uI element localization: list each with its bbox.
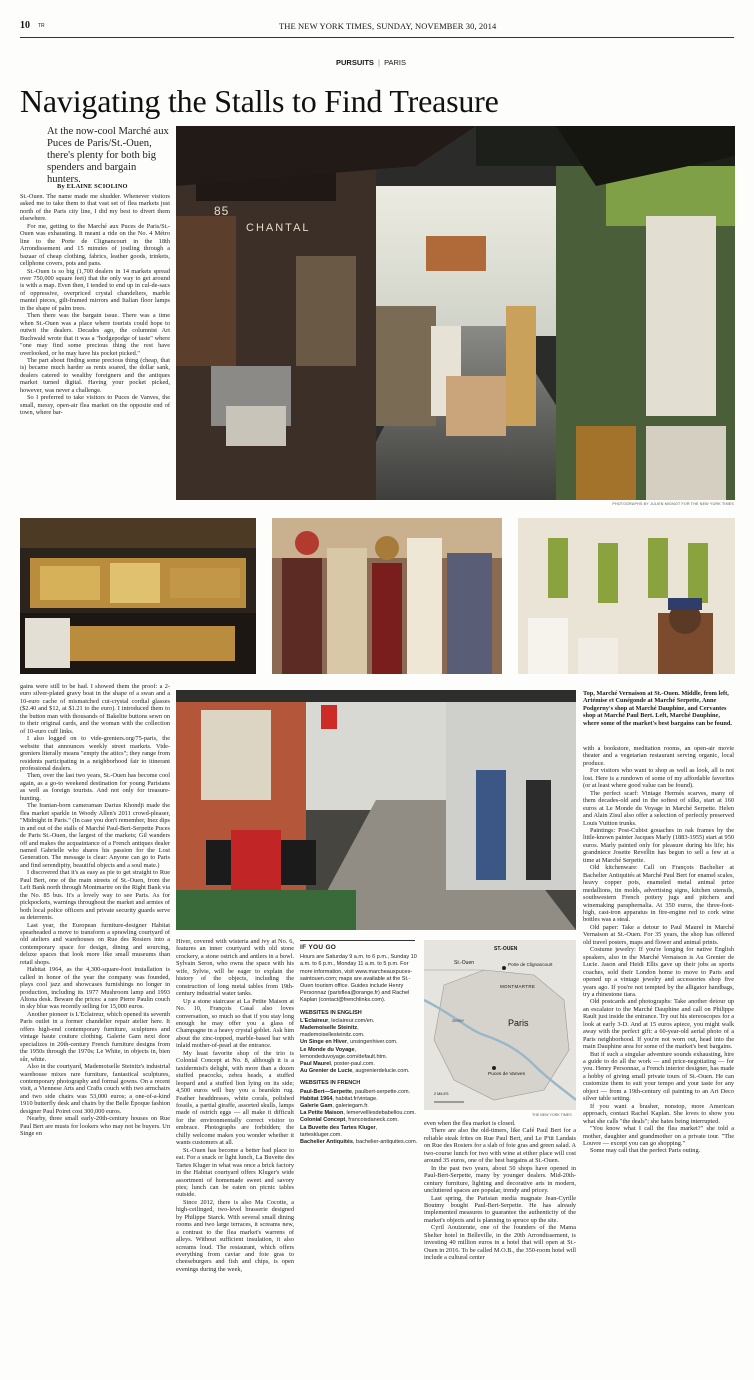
map-label-montmartre: MONTMARTRE xyxy=(500,984,536,989)
paragraph: Habitat 1964, as the 4,300-square-foot installation is called in honor of the year the company was founded, plays cool jazz and showcases furnishings no longer in production, including its 1977 Mushroom lamp and 1993 Altona desk. Beware the prices: a rare Pierre Paulin couch in sky blue was recently selling for 15,000 euros. xyxy=(20,966,170,1011)
map-label-clignancourt: Porte de Clignancourt xyxy=(508,962,553,967)
paragraph: Old paper: Take a detour to Paul Maurel in Marché Vernaison at St.-Ouen. For 35 years, the shop has offered old travel posters, maps and flower and animal prints. xyxy=(583,923,734,946)
section-location: PARIS xyxy=(384,58,407,67)
paragraph: In the past two years, about 50 shops have opened in Paul-Bert-Serpette, many by younger dealers. Mid-20th-century furniture, lighting and decorative arts in modern, uncluttered spaces are popular, trendy and pricey. xyxy=(424,1164,576,1195)
deck: At the now-cool Marché aux Puces de Paris/St.-Ouen, there's plenty for both big spenders and bargain hunters. xyxy=(47,126,169,185)
paragraph: Last spring, the Parisian media magnate Jean-Cyrille Boutmy bought Paul-Bert-Serpette. He has already implemented measures to guarantee the authenticity of the market's objects and is planning to spruce up the site. xyxy=(424,1194,576,1224)
sidebar-english-item: Mademoiselle Steinitz, mademoisellesteinitz.com. xyxy=(300,1025,365,1039)
article-column-3 xyxy=(424,1120,576,1376)
photo-anne-podgerny-shop xyxy=(272,518,502,674)
photo-marche-dauphine xyxy=(176,690,576,930)
site-name: Mademoiselle Steinitz xyxy=(300,1025,358,1032)
paragraph: I also logged on to vide-greniers.org/75-paris, the website that announces weekly street markets. Vide-greniers literally means "empty the attics"; they range from residents participating in a neighborhood fair to itinerant professional dealers. xyxy=(20,735,170,772)
paris-map-illustration xyxy=(424,940,576,1110)
sidebar-french-item: Galerie Gam, galeriegam.fr. xyxy=(300,1103,369,1110)
dateline: THE NEW YORK TIMES, SUNDAY, NOVEMBER 30, 2014 xyxy=(279,21,497,31)
shop-name-sign: CHANTAL xyxy=(246,222,311,234)
sidebar-french-item: Paul-Bert—Serpette, paulbert-serpette.com. xyxy=(300,1088,411,1095)
paragraph: Then, over the last two years, St.-Ouen has become cool again, as a go-to weekend destination for young Parisians as well as foreign tourists. And not only for treasure-hunting. xyxy=(20,772,170,802)
sidebar-english-item: Un Singe en Hiver, unsingenhiver.com. xyxy=(300,1039,398,1046)
paragraph: Old postcards and photographs: Take another detour up an escalator to the Marché Dauphine and call on Philippe Rault just inside the entrance. Try out his stereoscopes for a look at early 3-D. And at 15 euros apiece, you might walk away with the perfect gift: a 60-year-old aerial photo of a Paris neighborhood. If you're not worn out, head into the main Dauphine area for some of the market's best bargains. xyxy=(583,998,734,1051)
paragraph: For visitors who want to shop as well as look, all is not lost. Here is a rundown of some of my affordable favorites (or at least where good value can be found). xyxy=(583,767,734,790)
paragraph: My least favorite shop of the trio is Colonial Concept at No. 8, although it is a taxidermist's delight, with more than a dozen stuffed peacocks, zebra heads, a stuffed leopard and a stuffed lion lying on its side; 4,500 euros will buy you a bearskin rug. Feather headdresses, white corals, polished fossils, a partial giraffe, assorted skulls, lamps made of ostrich eggs — all make it difficult for the environmentally correct visitor to embrace. Photographs are forbidden; the chilly welcome makes you wonder whether it wants customers at all. xyxy=(176,1049,294,1147)
site-url[interactable]: tarteskluger.com. xyxy=(300,1131,342,1138)
site-url[interactable]: bachelier-antiquites.com. xyxy=(356,1139,418,1146)
sidebar-french-item: La Buvette des Tartes Kluger, tarteskluger.com. xyxy=(300,1124,378,1138)
photo-credit: PHOTOGRAPHS BY JULIEN MIGNOT FOR THE NEW YORK TIMES xyxy=(612,502,734,506)
paragraph: Costume jewelry: If you're longing for native English speakers, also in the Marché Vernaison is Au Grenier de Lucie. Jason and Heidi Ellis gave up their jobs as sports coaches, sold their London home to move to Paris and opened up a vintage jewelry and accessories shop five years ago. If you're not tempted by the alligator handbags, try a rhinestone tiara. xyxy=(583,946,734,998)
headline: Navigating the Stalls to Find Treasure xyxy=(20,83,499,119)
article-column-4 xyxy=(583,745,734,1376)
paragraph: Old kitchenware: Call on François Bachelier at Bachelier Antiquités at Marché Paul Bert for enamel scales, heavy copper pots, enameled metal animal prize medallions, tin molds, advertising signs, kitchen utensils, southwestern French pottery jugs and pitchers and winemaking paraphernalia. At 350 euros, the three-foot-high, cast-iron apparatus in fire-engine red to cork wine bottles was a steal. xyxy=(583,864,734,924)
paragraph: Another pioneer is L'Eclaireur, which opened its seventh Paris outlet in a former chandelier repair atelier here. It offers high-end contemporary furniture, sculptures and vintage haute couture clothing. Galerie Gam next door specializes in 20th-century French furniture designs from the 1950s through the 1970s; Le White, in objects in, bien sûr, white. xyxy=(20,1010,170,1063)
paragraph: Hiver, covered with wisteria and ivy at No. 6, features an inner courtyard with old stone crockery, a stone ostrich and antlers in a bowl. Sylvain Seron, who owns the space with his wife, Sylvie, will be eager to explain the history of the objects, including the construction of long metal tables from 19th-century industrial water tanks. xyxy=(176,938,294,998)
site-name: Galerie Gam xyxy=(300,1103,333,1110)
photo-caption: Top, Marché Vernaison at St.-Ouen. Middle, from left, Artémise et Cunégonde at Marché Serpette, Anne Podgerny's shop at Marché Dauphine, and Cervantes shop at Marché Paul Bert. Left, Marché Dauphine, where some of the market's best bargains can be found. xyxy=(583,690,732,727)
edition-code: TR xyxy=(38,23,45,29)
paragraph: gains were still to be had. I showed them the proof: a 2-euro silver-plated gravy boat in the shape of a swan and a 10-euro cache of mismatched cut-crystal cordial glasses ($2.40 and $12, at $1.21 to the euro). I introduced them to the button man with thousands of Bakelite buttons sewn on to their original cards, and the woman with the collection of 10-euro cuff links. xyxy=(20,683,170,735)
paragraph: If you want a brasher, nonstop, more American approach, contact Rachel Kaplan. She loves to show you what she calls "the deals"; she hates being interrupted. xyxy=(583,1102,734,1125)
paragraph: Paintings: Post-Cubist gouaches in oak frames by the little-known painter Jacques Marly (1883-1955) start at 950 euros. Marly painted only for pleasure during his life; his grandniece Josette Revellin has begun to sell a few at a time at Marché Serpette. xyxy=(583,826,734,864)
site-url[interactable]: habitat.fr/vintage. xyxy=(335,1095,378,1102)
paragraph: There are also the old-timers, like Café Paul Bert for a reliable steak frites on Rue Paul Bert, and Le P'tit Landais on Rue des Rosiers for a slab of foie gras and green salad. A two-course lunch for two with wine at either place will cost around 35 euros, one of the best bargains at St.-Ouen. xyxy=(424,1127,576,1165)
sidebar-rule xyxy=(300,940,415,941)
site-url[interactable]: leclaireur.com/en. xyxy=(331,1017,375,1024)
sidebar-french-heading: WEBSITES IN FRENCH xyxy=(300,1080,361,1087)
jewelry-display-illustration xyxy=(20,518,256,674)
map-credit: THE NEW YORK TIMES xyxy=(532,1113,572,1117)
section-name: PURSUITS xyxy=(336,58,374,67)
site-url[interactable]: galeriegam.fr. xyxy=(335,1103,369,1110)
site-name: L'Eclaireur xyxy=(300,1017,329,1024)
site-name: Habitat 1964 xyxy=(300,1095,333,1102)
site-url[interactable]: lemondeduvoyage.com/default.htm. xyxy=(300,1053,388,1060)
article-column-1 xyxy=(20,193,170,505)
paragraph: Also in the courtyard, Mademoiselle Steinitz's industrial warehouse mixes rare furniture, fantastical sculptures, contemporary photography and formal gowns. On a recent visit, a Viennese Arts and Crafts couch with two armchairs and two side chairs was 53,000 euros; a one-of-a-kind 1910 butterfly desk and chairs by the Belle Époque fashion designer Paul Poiret cost 300,000 euros. xyxy=(20,1063,170,1115)
site-url[interactable]: poster-paul.com. xyxy=(333,1061,375,1068)
paragraph: So I preferred to take visitors to Puces de Vanves, the small, messy, open-air flea market on the opposite end of town, where bar- xyxy=(20,394,170,417)
paragraph: The perfect scarf: Vintage Hermès scarves, many of them decades-old and in the softest of silks, start at 160 euros at Le Monde du Voyage in Marché Serpette. Helen and Alain Zisul also offer a selection of perfectly preserved Louis Vuitton trunks. xyxy=(583,789,734,827)
paragraph: Up a stone staircase at La Petite Maison at No. 10, François Casal also loves conversation, so much so that if you stay long enough he may offer you a glass of Champagne in a heavy crystal goblet. Ask him about the zinc-topped, marble-based bar with inlaid mother-of-pearl at the entrance. xyxy=(176,997,294,1050)
map-label-paris: Paris xyxy=(508,1018,529,1028)
sidebar-english-item: Le Monde du Voyage, lemondeduvoyage.com/default.htm. xyxy=(300,1046,388,1060)
paragraph: St.-Ouen is so big (1,700 dealers in 14 markets spread over 750,000 square feet) that the only way to get around is with a map. Even then, I tended to end up in cul-de-sacs of oppressive, overpriced crystal chandeliers, marble mantel pieces, gilt-framed mirrors and Italian floor lamps in the shape of palm trees. xyxy=(20,267,170,312)
paragraph: Then there was the bargain issue. There was a time when St.-Ouen was a place where tourists could hope to outwit the dealers. Decades ago, the columnist Art Buchwald wrote that it was a "hodgepodge of taste" where "one may find some precious thing the rest have overlooked, or he may have his pocket picked." xyxy=(20,312,170,357)
dauphine-corridor-illustration xyxy=(176,690,576,930)
paragraph: even when the flea market is closed. xyxy=(424,1120,516,1127)
wall-sconces-illustration xyxy=(518,518,735,674)
site-name: Paul-Bert—Serpette xyxy=(300,1088,352,1095)
map-label-st-ouen-district: St.-Ouen xyxy=(454,960,475,966)
paragraph: Some may call that the perfect Paris outing. xyxy=(590,1147,701,1155)
map-scale-label: 2 MILES xyxy=(434,1092,449,1096)
photo-cervantes-shop xyxy=(518,518,735,674)
site-name: Un Singe en Hiver xyxy=(300,1039,348,1046)
site-name: La Buvette des Tartes Kluger xyxy=(300,1124,376,1131)
sidebar-french-item: Habitat 1964, habitat.fr/vintage. xyxy=(300,1095,378,1102)
paragraph: "You know what I call the flea market?" she told a mother, daughter and grandmother on a private tour. "The Louvre — except you can go shopping." xyxy=(583,1125,734,1148)
byline: By ELAINE SCIOLINO xyxy=(57,183,128,190)
article-column-1-continued xyxy=(20,683,170,1376)
site-url[interactable]: mademoisellesteinitz.com. xyxy=(300,1032,365,1039)
sidebar-title: IF YOU GO xyxy=(300,944,337,951)
sidebar-english-item: Au Grenier de Lucie, augrenierdelucie.com. xyxy=(300,1068,410,1075)
photo-artemise-cunegonde xyxy=(20,518,256,674)
market-alley-illustration xyxy=(176,126,735,500)
site-url[interactable]: francoisdaneck.com. xyxy=(348,1117,399,1124)
if-you-go-sidebar xyxy=(300,944,418,1146)
paragraph: But if such a singular adventure sounds exhausting, hire a guide to do all the work — and price-negotiating — for you. Henry Personnaz, a French interior designer, has made a hobby of giving small private tours of St.-Ouen. He can customize them to suit your tempo and your taste for any object — from a 19th-century oil painting to an Art Deco silver table setting. xyxy=(583,1050,734,1103)
site-url[interactable]: paulbert-serpette.com. xyxy=(355,1088,411,1095)
site-url[interactable]: lemervelllesdebabellou.com. xyxy=(346,1110,416,1117)
paragraph: I discovered that it's as easy as pie to get straight to Rue Paul Bert, one of the main streets of St.-Ouen, from the Left Bank north through Montmartre on the Right Bank via the No. 85 bus. It's a lovely way to see Paris. As for pickpockets, warnings throughout the market and armies of both local police officers and private security guards serve as deterrents. xyxy=(20,869,170,922)
sidebar-english-item: Paul Maurel, poster-paul.com. xyxy=(300,1061,375,1068)
paragraph: The part about finding some precious thing (cheap, that is) became much harder as rents soared, the dollar sank, dealers catered to wealthy foreigners and the antiques market turned digital. Having your pocket picked, however, was never a challenge. xyxy=(20,356,170,394)
paragraph: Cyril Aouizerate, one of the founders of the Mama Shelter hotel in Belleville, in the 20th Arrondissement, is investing 40 million euros in a hotel that will open at St.-Ouen in 2016. To be called M.O.B., the 350-room hotel will include a cultural center xyxy=(424,1224,576,1262)
sidebar-english-item: L'Eclaireur, leclaireur.com/en. xyxy=(300,1017,375,1024)
photo-marche-vernaison xyxy=(176,126,735,500)
site-name: La Petite Maison xyxy=(300,1110,344,1117)
section-label xyxy=(336,58,406,67)
page-number: 10 xyxy=(20,20,30,31)
paragraph: Since 2012, there is also Ma Cocotte, a high-ceilinged, two-level brasserie designed by Philippe Starck. With several small dining rooms and two large terraces, it screams new, a contrast to the flea market's warrens of alleys. Without sufficient insulation, it also screams loud. The restaurant, which offers everything from caviar and foie gras to cheeseburgers and fish and chips, is open evenings during the week, xyxy=(176,1198,294,1273)
sidebar-french-item: Colonial Concept, francoisdaneck.com. xyxy=(300,1117,399,1124)
site-name: Au Grenier de Lucie xyxy=(300,1068,353,1075)
sidebar-hours: Hours are Saturday 9 a.m. to 6 p.m., Sunday 10 a.m. to 6 p.m., Monday 11 a.m. to 5 p.m. For more information, visit www.marcheauxpuces-saintouen.com; maps are available at the St.-Ouen tourism office. Guides include Henry Personnaz (parisflea@orange.fr) and Rachel Kaplan (contact@frenchlinks.com). xyxy=(300,954,417,1004)
map-label-seine: Seine xyxy=(452,1018,464,1023)
paragraph: Nearby, three small early-20th-century houses on Rue Paul Bert are musts for lookers who may not be buyers. Un Singe en xyxy=(20,1115,170,1138)
site-name: Paul Maurel xyxy=(300,1061,331,1068)
site-name: Le Monde du Voyage xyxy=(300,1046,355,1053)
sidebar-french-item: Bachelier Antiquités, bachelier-antiquites.com. xyxy=(300,1139,418,1146)
section-separator: | xyxy=(378,58,380,67)
site-url[interactable]: unsingenhiver.com. xyxy=(350,1039,398,1046)
clothing-shop-illustration xyxy=(272,518,502,674)
paragraph: Last year, the European furniture-designer Habitat spearheaded a move to transform a sprawling courtyard of old ateliers and warehouses on Rue des Rosiers into a contemporary space for design, dining and sourcing, deluxe spaces that look more like small museums than retail shops. xyxy=(20,921,170,966)
map-label-vanves: Puces de Vanves xyxy=(488,1072,525,1077)
locator-map xyxy=(424,940,576,1110)
stall-number-sign: 85 xyxy=(214,204,230,218)
paragraph: For me, getting to the Marché aux Puces de Paris/St.-Ouen was exhausting. It meant a ride on the No. 4 Métro line to the Porte de Clignancourt in the 18th Arrondissement and 15 minutes of jostling through a bazaar of cheap clothing, fabrics, leather goods, trinkets, cellphone covers, pots and pans. xyxy=(20,222,170,268)
site-url[interactable]: augrenierdelucie.com. xyxy=(355,1068,410,1075)
article-column-2 xyxy=(176,938,294,1376)
site-name: Colonial Concept xyxy=(300,1117,346,1124)
masthead-rule xyxy=(20,37,734,38)
site-name: Bachelier Antiquités xyxy=(300,1139,353,1146)
paragraph: with a bookstore, meditation rooms, an open-air movie theater and a vegetarian restaurant serving organic, local produce. xyxy=(583,745,734,767)
sidebar-french-item: La Petite Maison, lemervelllesdebabellou.com. xyxy=(300,1110,416,1117)
paragraph: The Iranian-born cameraman Darius Khondji made the flea market sparkle in Woody Allen's 2011 crowd-pleaser, "Midnight in Paris." (In case you don't remember, Inez dips in and out of the stalls of Marché Paul-Bert-Serpette Puces de Paris St.-Ouen, the largest of the markets; Gil wanders off and makes the acquaintance of a French antiques dealer named Gabrielle who shares his passion for the Lost Generation. The message is clear: Anyone can go to Paris and find serendipity, beautiful objects and a soul mate.) xyxy=(20,802,170,869)
paragraph: St.-Ouen has become a better bad place to eat. For a snack or light lunch, La Buvette des Tartes Kluger in what was once a brick factory in the Habitat courtyard offers Kluger's wide assortment of homemade sweet and savory pies; lunch can be eaten on picnic tables outside. xyxy=(176,1146,294,1199)
map-label-st-ouen: ST.-OUEN xyxy=(494,946,518,952)
sidebar-english-heading: WEBSITES IN ENGLISH xyxy=(300,1009,362,1016)
paragraph: St.-Ouen. The name made me shudder. Whenever visitors asked me to take them to that vast set of flea markets just north of the Paris city line, I did my best to divert them elsewhere. xyxy=(20,193,170,223)
